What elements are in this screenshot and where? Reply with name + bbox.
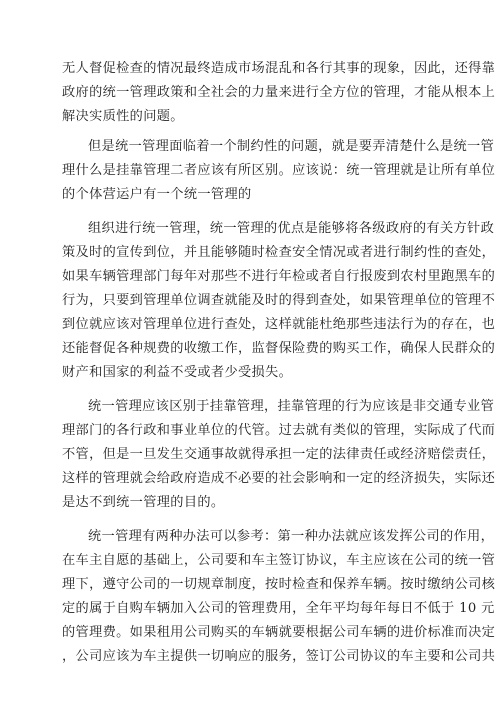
text-line: 政府的统一管理政策和全社会的力量来进行全方位的管理，才能从根本上: [62, 85, 496, 100]
text-line: 在车主自愿的基础上，公司要和车主签订协议，车主应该在公司的统一管: [62, 553, 496, 568]
text-line: 理下，遵守公司的一切规章制度，按时检查和保养车辆。按时缴纳公司核: [62, 577, 496, 592]
text-line: 如果车辆管理部门每年对那些不进行年检或者自行报废到农村里跑黑车的: [62, 269, 496, 284]
text-line: 是达不到统一管理的目的。: [62, 495, 225, 510]
text-line: 策及时的宣传到位，并且能够随时检查安全情况或者进行制约性的查处，: [62, 245, 496, 260]
text-line: 理部门的各行政和事业单位的代管。过去就有类似的管理，实际成了代而: [62, 423, 496, 438]
text-line: 理什么是挂靠管理二者应该有所区别。应该说：统一管理就是让所有单位: [62, 163, 496, 178]
text-line: 不管，但是一旦发生交通事故就得承担一定的法律责任或经济赔偿责任，: [62, 447, 496, 462]
text-line: 行为，只要到管理单位调查就能及时的得到查处，如果管理单位的管理不: [62, 293, 496, 308]
text-line: 解决实质性的问题。: [62, 109, 184, 124]
text-line: ，公司应该为车主提供一切响应的服务，签订公司协议的车主要和公司共: [62, 649, 496, 664]
text-line: 还能督促各种规费的收缴工作，监督保险费的购买工作，确保人民群众的: [62, 341, 496, 356]
text-line: 统一管理有两种办法可以参考：第一种办法就应该发挥公司的作用，: [88, 529, 495, 544]
text-line: 这样的管理就会给政府造成不必要的社会影响和一定的经济损失，实际还: [62, 471, 496, 486]
text-line: 的管理费。如果租用公司购买的车辆就要根据公司车辆的进价标准而决定: [62, 625, 496, 640]
text-line: 到位就应该对管理单位进行查处，这样就能杜绝那些违法行为的存在，也: [62, 317, 496, 332]
text-line: 财产和国家的利益不受或者少受损失。: [62, 365, 293, 380]
text-line: 定的属于自购车辆加入公司的管理费用，全年平均每年每日不低于 10 元: [62, 601, 495, 616]
text-line: 统一管理应该区别于挂靠管理，挂靠管理的行为应该是非交通专业管: [88, 399, 495, 414]
text-line: 无人督促检查的情况最终造成市场混乱和各行其事的现象，因此，还得靠: [62, 61, 496, 76]
text-line: 的个体营运户有一个统一管理的: [62, 187, 252, 202]
text-line: 组织进行统一管理，统一管理的优点是能够将各级政府的有关方针政: [88, 221, 495, 236]
text-line: 但是统一管理面临着一个制约性的问题，就是要弄清楚什么是统一管: [88, 139, 495, 154]
